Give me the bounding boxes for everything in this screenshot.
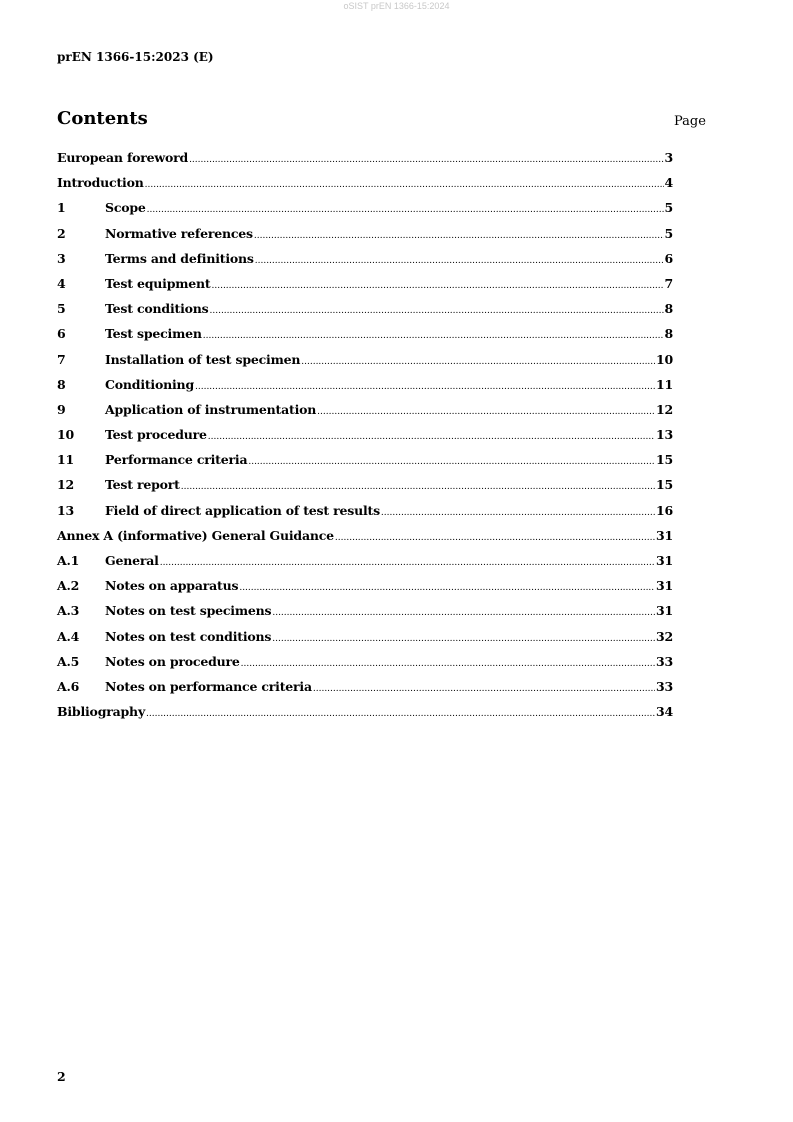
toc-entry-page: 31 bbox=[656, 553, 673, 568]
toc-entry[interactable] bbox=[57, 679, 673, 704]
toc-entry-page: 5 bbox=[664, 225, 673, 241]
toc-entry-number: 2 bbox=[57, 225, 66, 241]
toc-dot-leader bbox=[208, 432, 655, 442]
toc-entry[interactable] bbox=[57, 704, 673, 729]
toc-entry-title: Performance criteria bbox=[105, 452, 248, 468]
toc-dot-leader bbox=[147, 205, 664, 215]
toc-entry[interactable] bbox=[57, 377, 673, 402]
toc-entry-page: 33 bbox=[656, 678, 673, 694]
toc-entry-title: Terms and definitions bbox=[105, 250, 254, 266]
toc-entry-number: A.2 bbox=[57, 578, 80, 594]
toc-entry[interactable] bbox=[57, 578, 673, 603]
toc-dot-leader bbox=[317, 407, 655, 417]
toc-dot-leader bbox=[248, 457, 655, 467]
toc-dot-leader bbox=[212, 281, 664, 291]
toc-entry[interactable] bbox=[57, 503, 673, 528]
toc-entry[interactable] bbox=[57, 477, 673, 502]
toc-entry-page: 6 bbox=[664, 250, 673, 266]
toc-entry-number: A.5 bbox=[57, 653, 80, 669]
toc-entry-number: 7 bbox=[57, 351, 66, 367]
table-of-contents bbox=[57, 150, 673, 729]
toc-entry[interactable] bbox=[57, 251, 673, 276]
toc-dot-leader bbox=[239, 583, 655, 593]
toc-entry-title: Annex A (informative) General Guidance bbox=[57, 527, 334, 543]
toc-dot-leader bbox=[301, 357, 655, 367]
toc-dot-leader bbox=[189, 155, 663, 165]
document-id: prEN 1366-15:2023 (E) bbox=[57, 50, 214, 64]
toc-entry-number: 10 bbox=[57, 427, 74, 443]
toc-entry-number: 5 bbox=[57, 301, 66, 317]
toc-dot-leader bbox=[255, 256, 664, 266]
toc-entry-title: Notes on apparatus bbox=[105, 578, 239, 594]
toc-entry-title: General bbox=[105, 553, 159, 568]
toc-entry-page: 3 bbox=[664, 150, 673, 165]
toc-entry-title: Field of direct application of test results bbox=[105, 502, 380, 518]
toc-entry-title: Test equipment bbox=[105, 275, 211, 291]
toc-entry-number: 9 bbox=[57, 401, 66, 417]
toc-dot-leader bbox=[160, 558, 655, 568]
toc-entry-number: 12 bbox=[57, 477, 74, 493]
toc-entry-page: 12 bbox=[656, 401, 673, 417]
toc-entry-number: 1 bbox=[57, 200, 66, 216]
toc-entry-number: 13 bbox=[57, 502, 74, 518]
toc-dot-leader bbox=[313, 684, 655, 694]
toc-entry[interactable] bbox=[57, 553, 673, 578]
toc-dot-leader bbox=[241, 659, 655, 669]
toc-entry[interactable] bbox=[57, 452, 673, 477]
page-number: 2 bbox=[57, 1069, 66, 1084]
toc-entry-page: 15 bbox=[656, 477, 673, 493]
toc-entry-title: Notes on performance criteria bbox=[105, 678, 312, 694]
toc-dot-leader bbox=[272, 608, 655, 618]
toc-entry-number: A.4 bbox=[57, 628, 80, 644]
toc-entry-title: European foreword bbox=[57, 150, 189, 165]
toc-entry-title: Bibliography bbox=[57, 704, 146, 720]
toc-entry-page: 31 bbox=[656, 603, 673, 619]
toc-entry[interactable] bbox=[57, 226, 673, 251]
toc-entry[interactable] bbox=[57, 654, 673, 679]
toc-entry[interactable] bbox=[57, 200, 673, 225]
toc-dot-leader bbox=[210, 306, 664, 316]
toc-entry-page: 10 bbox=[656, 351, 673, 367]
toc-entry-title: Normative references bbox=[105, 225, 253, 241]
toc-entry[interactable] bbox=[57, 301, 673, 326]
toc-entry-page: 4 bbox=[664, 175, 673, 191]
toc-dot-leader bbox=[203, 331, 664, 341]
toc-entry-title: Scope bbox=[105, 200, 146, 216]
toc-entry-number: 3 bbox=[57, 250, 66, 266]
contents-title: Contents bbox=[57, 108, 148, 129]
toc-entry-page: 15 bbox=[656, 452, 673, 468]
toc-entry-title: Notes on test conditions bbox=[105, 628, 272, 644]
toc-entry-page: 8 bbox=[664, 326, 673, 342]
toc-entry-number: A.3 bbox=[57, 603, 80, 619]
toc-entry-title: Introduction bbox=[57, 175, 144, 191]
toc-entry[interactable] bbox=[57, 276, 673, 301]
toc-entry-page: 16 bbox=[656, 502, 673, 518]
toc-entry-title: Test specimen bbox=[105, 326, 202, 342]
toc-entry-page: 31 bbox=[656, 527, 673, 543]
toc-entry-title: Application of instrumentation bbox=[105, 401, 317, 417]
toc-entry-number: 4 bbox=[57, 275, 66, 291]
toc-entry-page: 34 bbox=[656, 704, 673, 720]
toc-dot-leader bbox=[146, 709, 655, 719]
toc-entry[interactable] bbox=[57, 326, 673, 351]
toc-entry-title: Test report bbox=[105, 477, 180, 493]
toc-entry[interactable] bbox=[57, 427, 673, 452]
toc-dot-leader bbox=[195, 382, 655, 392]
toc-entry-title: Installation of test specimen bbox=[105, 351, 301, 367]
toc-entry[interactable] bbox=[57, 603, 673, 628]
toc-entry-title: Notes on procedure bbox=[105, 653, 240, 669]
toc-entry[interactable] bbox=[57, 402, 673, 427]
toc-entry[interactable] bbox=[57, 150, 673, 175]
page-column-label: Page bbox=[674, 114, 706, 129]
toc-dot-leader bbox=[181, 482, 655, 492]
toc-entry-page: 5 bbox=[664, 200, 673, 216]
toc-entry-number: A.6 bbox=[57, 678, 80, 694]
toc-entry[interactable] bbox=[57, 352, 673, 377]
toc-entry-page: 13 bbox=[656, 427, 673, 443]
toc-entry-page: 7 bbox=[664, 275, 673, 291]
toc-entry-number: 8 bbox=[57, 376, 66, 392]
toc-dot-leader bbox=[272, 634, 655, 644]
toc-dot-leader bbox=[145, 180, 664, 190]
toc-entry-page: 33 bbox=[656, 653, 673, 669]
toc-dot-leader bbox=[335, 533, 655, 543]
toc-entry-number: A.1 bbox=[57, 553, 80, 568]
toc-entry[interactable] bbox=[57, 528, 673, 553]
toc-entry-number: 11 bbox=[57, 452, 74, 468]
toc-entry[interactable] bbox=[57, 629, 673, 654]
toc-entry-title: Test conditions bbox=[105, 301, 209, 317]
toc-entry-number: 6 bbox=[57, 326, 66, 342]
toc-entry-title: Test procedure bbox=[105, 427, 207, 443]
watermark-text: oSIST prEN 1366-15:2024 bbox=[343, 1, 450, 11]
toc-dot-leader bbox=[381, 508, 655, 518]
toc-entry-page: 11 bbox=[656, 376, 673, 392]
toc-entry-page: 31 bbox=[656, 578, 673, 594]
toc-entry-page: 32 bbox=[656, 628, 673, 644]
toc-entry-page: 8 bbox=[664, 301, 673, 317]
toc-entry-title: Notes on test specimens bbox=[105, 603, 272, 619]
toc-entry[interactable] bbox=[57, 175, 673, 200]
toc-dot-leader bbox=[254, 231, 664, 241]
toc-entry-title: Conditioning bbox=[105, 376, 194, 392]
